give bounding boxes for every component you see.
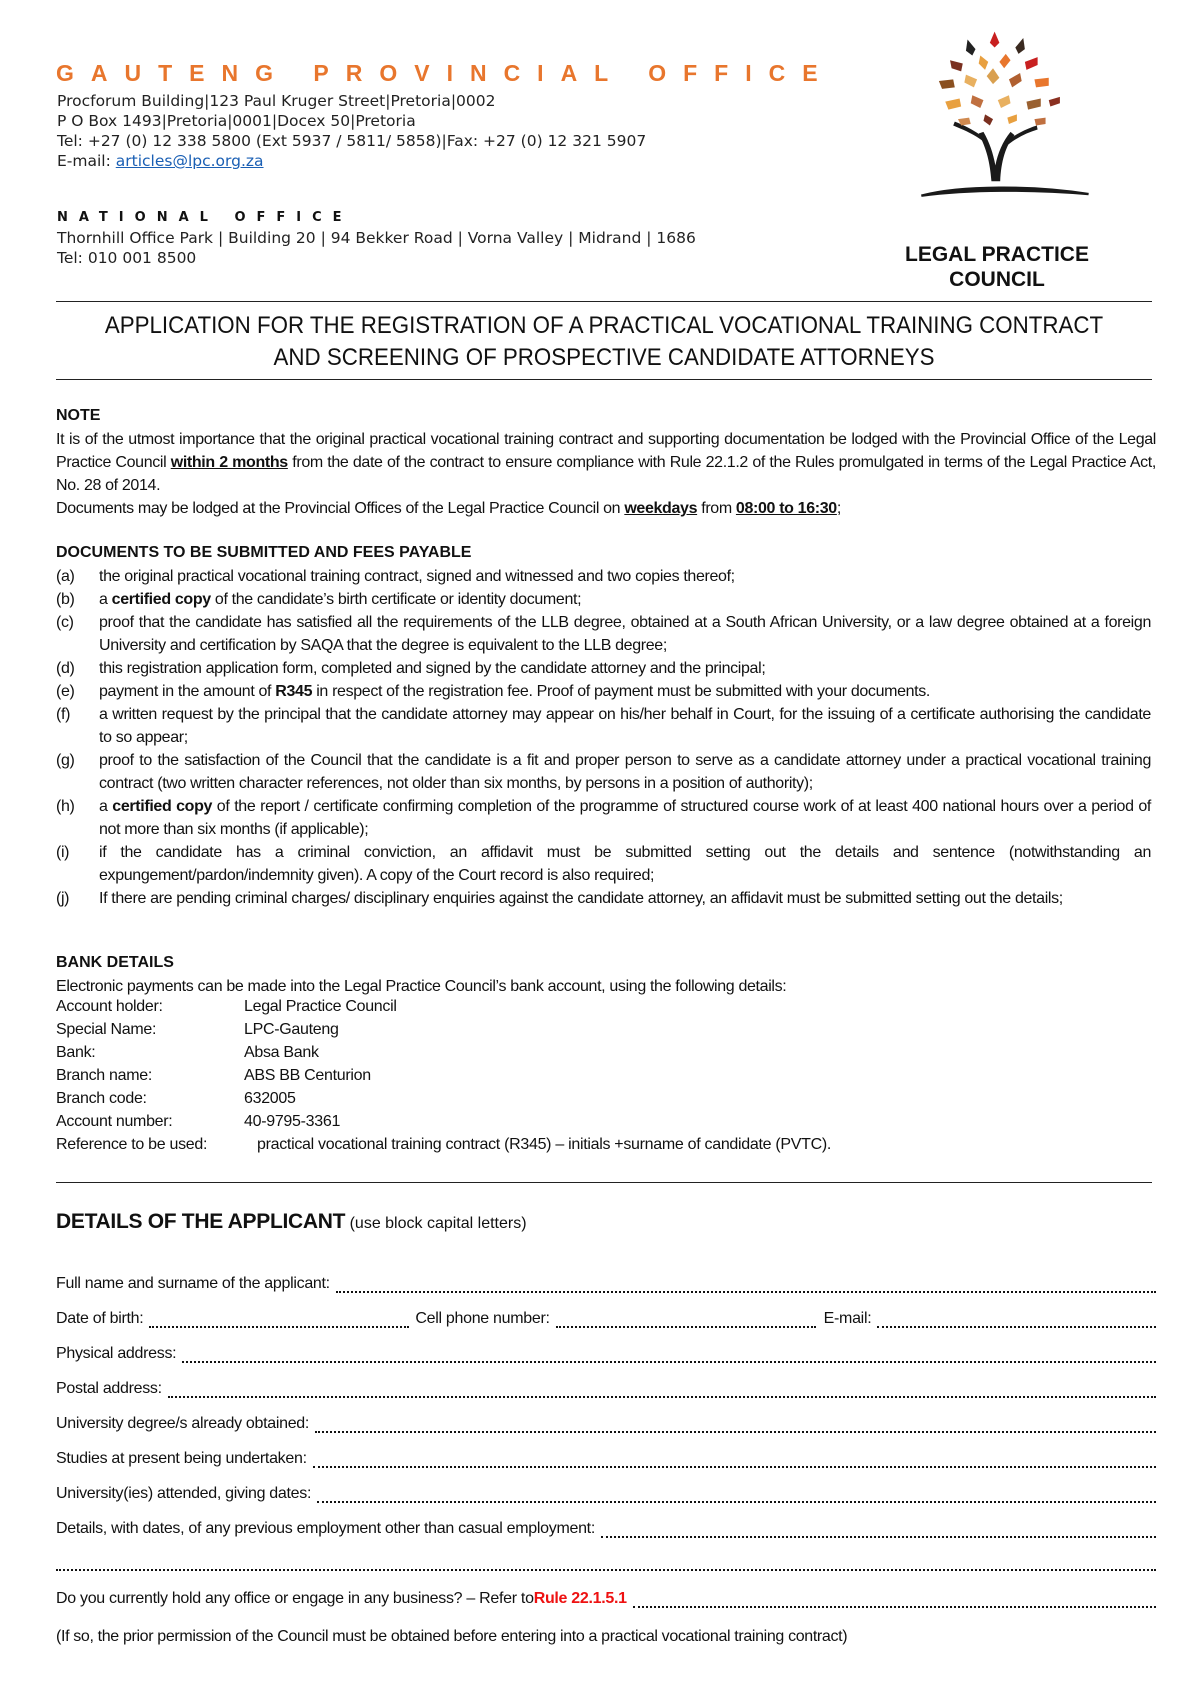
title-bottom-rule xyxy=(56,379,1152,380)
note-text: from the date of the contract to ensure compliance with Rule 22.1.2 of the Rules promulgated in terms of the Legal Practice Act, No. 28 of 2014. xyxy=(56,454,1156,494)
office-question-note: (If so, the prior permission of the Council must be obtained before entering into a practical vocational training contract) xyxy=(56,1628,848,1645)
list-label: (b) xyxy=(56,591,75,608)
dob-input[interactable] xyxy=(149,1312,409,1328)
list-label: (h) xyxy=(56,798,75,815)
note-paragraph-1 xyxy=(56,428,1156,497)
bank-value: 632005 xyxy=(244,1090,296,1107)
studies-label: Studies at present being undertaken: xyxy=(56,1450,307,1467)
bank-key: Account number: xyxy=(56,1113,173,1130)
postal-address-field[interactable] xyxy=(56,1380,1156,1398)
national-address-line: Thornhill Office Park | Building 20 | 94 Bekker Road | Vorna Valley | Midrand | 1686 xyxy=(57,229,696,247)
address-line-3: Tel: +27 (0) 12 338 5800 (Ext 5937 / 5811/ 5858)|Fax: +27 (0) 12 321 5907 xyxy=(57,132,647,150)
employment-input-line-2[interactable] xyxy=(56,1555,1156,1571)
bank-details-heading: BANK DETAILS xyxy=(56,954,174,971)
address-line-1: Procforum Building|123 Paul Kruger Street|Pretoria|0002 xyxy=(57,92,496,110)
list-text: proof that the candidate has satisfied all the requirements of the LLB degree, obtained at a South African University, or a law degree obtained at a foreign University and certification by SAQA that the degree is equivalent to the LLB degree; xyxy=(99,614,1151,654)
bank-value: ABS BB Centurion xyxy=(244,1067,371,1084)
list-label: (g) xyxy=(56,752,75,769)
postal-address-input[interactable] xyxy=(168,1382,1156,1398)
list-label: (f) xyxy=(56,706,71,723)
bank-value: Legal Practice Council xyxy=(244,998,397,1015)
full-name-field[interactable] xyxy=(56,1275,1156,1293)
list-text: If there are pending criminal charges/ disciplinary enquiries against the candidate attorney, an affidavit must be submitted setting out the details; xyxy=(99,890,1063,907)
lpc-tree-logo xyxy=(862,30,1132,245)
weekdays-emphasis: weekdays xyxy=(624,500,698,517)
note-text: ; xyxy=(836,500,841,517)
bank-value: practical vocational training contract (R345) – initials +surname of candidate (PVTC). xyxy=(257,1136,832,1153)
note-text: from xyxy=(697,500,736,517)
list-label: (d) xyxy=(56,660,75,677)
email-link[interactable]: articles@lpc.org.za xyxy=(115,152,264,170)
bank-key: Branch name: xyxy=(56,1067,153,1084)
documents-heading: DOCUMENTS TO BE SUBMITTED AND FEES PAYABLE xyxy=(56,544,472,561)
rule-reference: Rule 22.1.5.1 xyxy=(533,1590,627,1607)
email-label: E-mail: xyxy=(823,1310,872,1327)
note-text: Documents may be lodged at the Provincial Offices of the Legal Practice Council on xyxy=(56,500,625,517)
employment-field[interactable] xyxy=(56,1520,1156,1538)
national-office-title: NATIONAL OFFICE xyxy=(57,210,353,225)
cell-phone-input[interactable] xyxy=(556,1312,816,1328)
national-tel-line: Tel: 010 001 8500 xyxy=(57,249,197,267)
email-label: E-mail: xyxy=(57,152,116,170)
physical-address-label: Physical address: xyxy=(56,1345,177,1362)
bank-intro: Electronic payments can be made into the Legal Practice Council’s bank account, using the following details: xyxy=(56,978,787,995)
logo-text-line2: COUNCIL xyxy=(949,268,1045,291)
universities-field[interactable] xyxy=(56,1485,1156,1503)
list-text: a written request by the principal that the candidate attorney may appear on his/her behalf in Court, for the issuing of a certificate authorising the candidate to so appear; xyxy=(99,706,1151,746)
list-text: if the candidate has a criminal conviction, an affidavit must be submitted setting out the details and sentence (notwithstanding an expungement/pardon/indemnity given). A copy of the Court record is also required; xyxy=(99,844,1151,884)
applicant-heading-note: (use block capital letters) xyxy=(345,1215,527,1232)
form-title-line1: APPLICATION FOR THE REGISTRATION OF A PRACTICAL VOCATIONAL TRAINING CONTRACT xyxy=(104,312,1104,339)
dob-label: Date of birth: xyxy=(56,1310,144,1327)
employment-label: Details, with dates, of any previous employment other than casual employment: xyxy=(56,1520,595,1537)
degree-field[interactable] xyxy=(56,1415,1156,1433)
bank-value: 40-9795-3361 xyxy=(244,1113,341,1130)
applicant-heading: DETAILS OF THE APPLICANT xyxy=(56,1210,346,1233)
email-input[interactable] xyxy=(877,1312,1156,1328)
employment-input[interactable] xyxy=(601,1522,1156,1538)
bank-key: Branch code: xyxy=(56,1090,147,1107)
universities-input[interactable] xyxy=(317,1487,1156,1503)
section-divider xyxy=(56,1182,1152,1183)
list-text: the original practical vocational training contract, signed and witnessed and two copies thereof; xyxy=(99,568,735,585)
applicant-heading-block xyxy=(56,1210,527,1234)
office-question-input[interactable] xyxy=(633,1592,1156,1608)
list-text: this registration application form, completed and signed by the candidate attorney and the principal; xyxy=(99,660,766,677)
full-name-label: Full name and surname of the applicant: xyxy=(56,1275,330,1292)
provincial-office-title: GAUTENG PROVINCIAL OFFICE xyxy=(56,60,835,86)
list-label: (c) xyxy=(56,614,74,631)
bank-key: Special Name: xyxy=(56,1021,157,1038)
note-heading: NOTE xyxy=(56,407,101,424)
bank-key: Account holder: xyxy=(56,998,163,1015)
list-text: payment in the amount of R345 in respect of the registration fee. Proof of payment must be submitted with your documents. xyxy=(99,683,931,700)
list-text: proof to the satisfaction of the Council that the candidate is a fit and proper person to serve as a candidate attorney under a practical vocational training contract (two written character references, not older than six months, by persons in a position of authority); xyxy=(99,752,1151,792)
title-top-rule xyxy=(56,301,1152,302)
list-label: (a) xyxy=(56,568,75,585)
full-name-input[interactable] xyxy=(336,1277,1156,1293)
bank-value: Absa Bank xyxy=(244,1044,319,1061)
form-title-line2: AND SCREENING OF PROSPECTIVE CANDIDATE ATTORNEYS xyxy=(273,344,935,371)
employment-field-continuation[interactable] xyxy=(56,1555,1156,1571)
degree-label: University degree/s already obtained: xyxy=(56,1415,310,1432)
bank-key: Reference to be used: xyxy=(56,1136,208,1153)
bank-key: Bank: xyxy=(56,1044,96,1061)
office-question-field[interactable] xyxy=(56,1590,1156,1608)
list-label: (e) xyxy=(56,683,75,700)
list-text: a certified copy of the candidate’s birth certificate or identity document; xyxy=(99,591,582,608)
note-text: It is of the utmost importance that the original practical vocational training contract and supporting documentation be lodged with the Provincial Office of the Legal Practice Council xyxy=(56,431,1156,471)
address-line-2: P O Box 1493|Pretoria|0001|Docex 50|Pretoria xyxy=(57,112,416,130)
studies-input[interactable] xyxy=(313,1452,1156,1468)
email-line xyxy=(57,152,264,170)
studies-field[interactable] xyxy=(56,1450,1156,1468)
note-paragraph-2 xyxy=(56,497,1156,520)
list-text: a certified copy of the report / certificate confirming completion of the programme of structured course work of at least 400 national hours over a period of not more than six months (if applicable); xyxy=(99,798,1151,838)
physical-address-field[interactable] xyxy=(56,1345,1156,1363)
physical-address-input[interactable] xyxy=(182,1347,1156,1363)
hours-emphasis: 08:00 to 16:30 xyxy=(735,500,837,517)
within-2-months-emphasis: within 2 months xyxy=(170,454,288,471)
dob-cell-email-row xyxy=(56,1310,1156,1328)
logo-text-line1: LEGAL PRACTICE xyxy=(905,243,1089,266)
postal-address-label: Postal address: xyxy=(56,1380,162,1397)
cell-phone-label: Cell phone number: xyxy=(415,1310,550,1327)
universities-label: University(ies) attended, giving dates: xyxy=(56,1485,312,1502)
list-label: (j) xyxy=(56,890,70,907)
list-label: (i) xyxy=(56,844,70,861)
degree-input[interactable] xyxy=(315,1417,1156,1433)
bank-value: LPC-Gauteng xyxy=(244,1021,339,1038)
office-question-label: Do you currently hold any office or engage in any business? – Refer to xyxy=(56,1590,534,1607)
